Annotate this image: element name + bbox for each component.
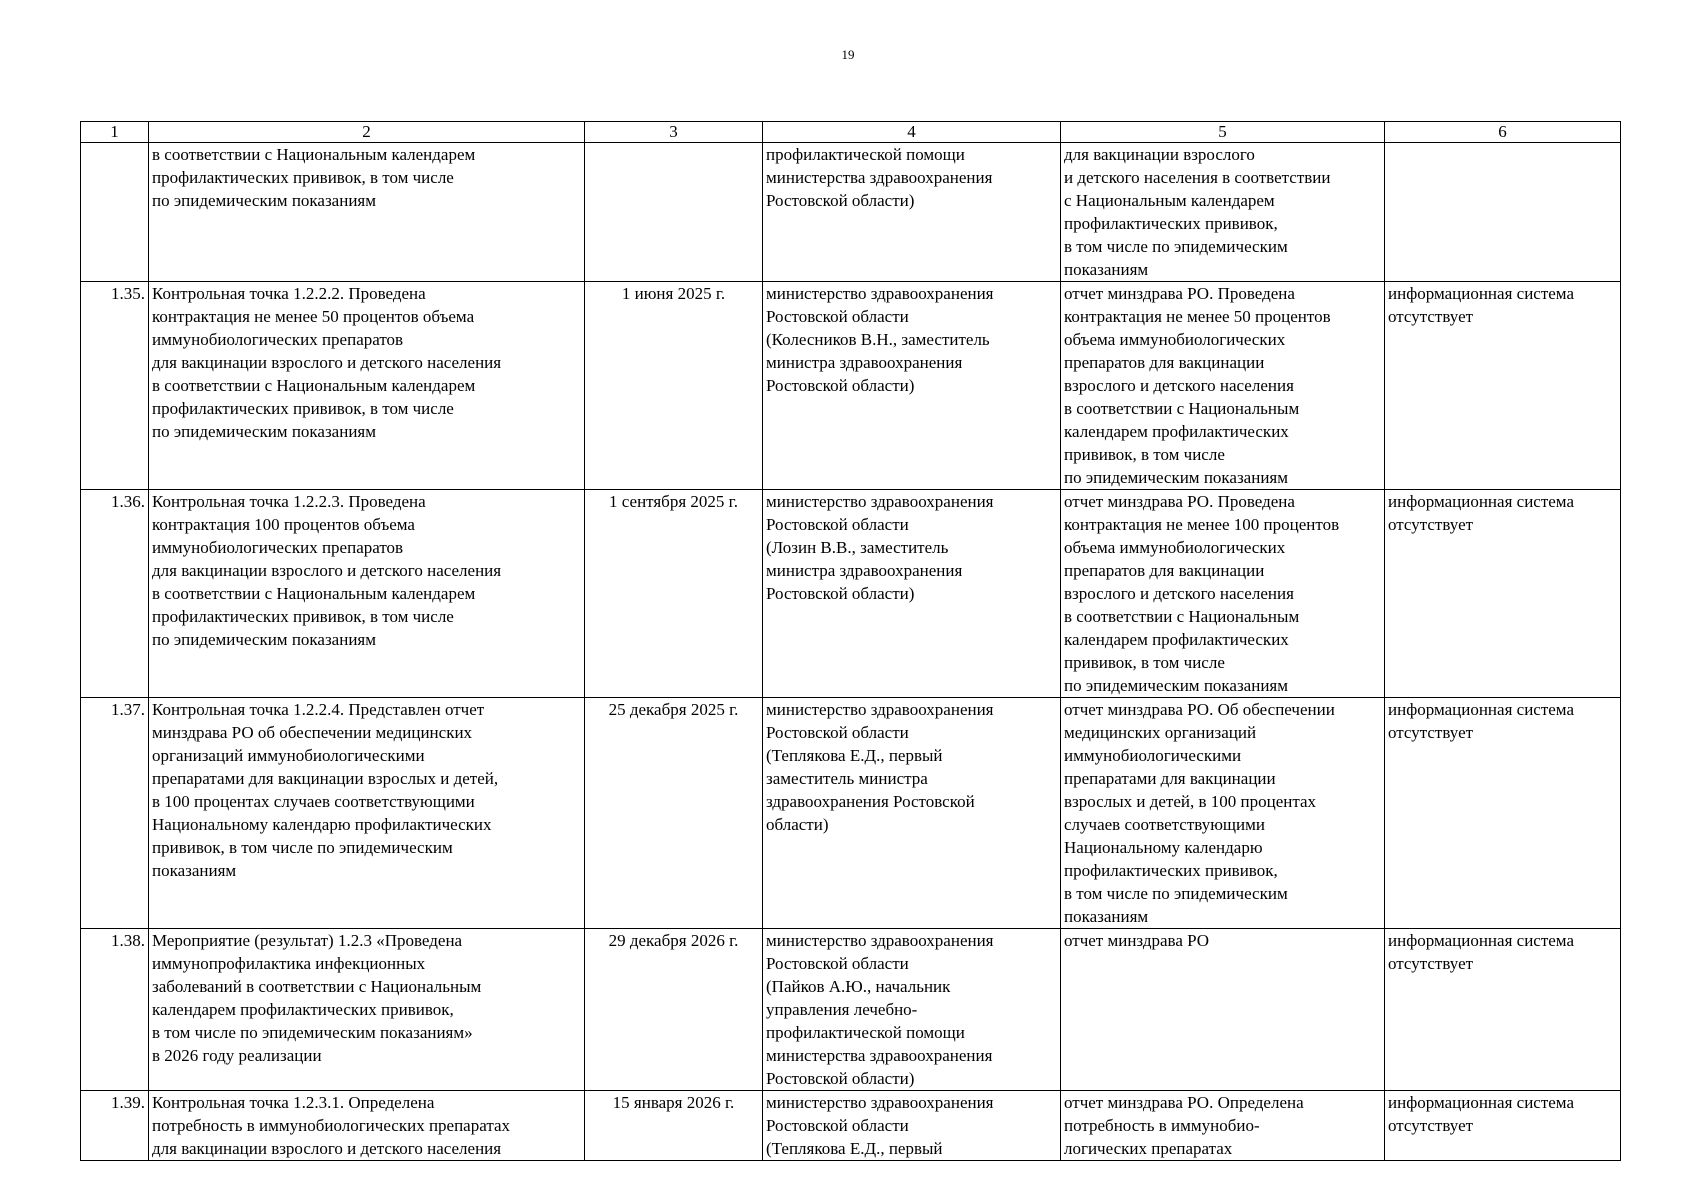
row-document: отчет минздрава РО [1061,929,1385,1091]
row-responsible: министерство здравоохранения Ростовской области (Пайков А.Ю., начальник управления лечебно- профилактической помощи министерства здравоохранения Ростовской области) [763,929,1061,1091]
row-number: 1.35. [81,282,149,490]
table-row [81,490,1621,698]
table-row [81,929,1621,1091]
table-row [81,143,1621,282]
row-responsible: профилактической помощи министерства здравоохранения Ростовской области) [763,143,1061,282]
header-col-1: 1 [81,122,149,143]
page-number: 19 [841,47,855,62]
row-document: отчет минздрава РО. Об обеспечении медицинских организаций иммунобиологическими препаратами для вакцинации взрослых и детей, в 100 процентах случаев соответствующими Национальному календарю профилактических прививок, в том числе по эпидемическим показаниям [1061,698,1385,929]
header-col-6: 6 [1385,122,1621,143]
row-number: 1.39. [81,1091,149,1161]
table-row [81,698,1621,929]
row-system: информационная система отсутствует [1385,490,1621,698]
header-row [81,122,1621,143]
row-description: Контрольная точка 1.2.2.4. Представлен отчет минздрава РО об обеспечении медицинских организаций иммунобиологическими препаратами для вакцинации взрослых и детей, в 100 процентах случаев соответствующими Национальному календарю профилактических прививок, в том числе по эпидемическим показаниям [149,698,585,929]
row-number: 1.36. [81,490,149,698]
header-col-3: 3 [585,122,763,143]
row-number [81,143,149,282]
row-deadline: 1 июня 2025 г. [585,282,763,490]
row-responsible: министерство здравоохранения Ростовской области (Теплякова Е.Д., первый заместитель министра здравоохранения Ростовской области) [763,698,1061,929]
row-document: отчет минздрава РО. Определена потребность в иммунобио- логических препаратах [1061,1091,1385,1161]
row-responsible: министерство здравоохранения Ростовской области (Лозин В.В., заместитель министра здравоохранения Ростовской области) [763,490,1061,698]
row-number: 1.38. [81,929,149,1091]
row-document: для вакцинации взрослого и детского населения в соответствии с Национальным календарем профилактических прививок, в том числе по эпидемическим показаниям [1061,143,1385,282]
row-system [1385,143,1621,282]
row-system: информационная система отсутствует [1385,1091,1621,1161]
header-col-5: 5 [1061,122,1385,143]
table-row [81,1091,1621,1161]
row-deadline: 29 декабря 2026 г. [585,929,763,1091]
row-number: 1.37. [81,698,149,929]
header-col-4: 4 [763,122,1061,143]
row-deadline: 15 января 2026 г. [585,1091,763,1161]
row-document: отчет минздрава РО. Проведена контрактация не менее 100 процентов объема иммунобиологических препаратов для вакцинации взрослого и детского населения в соответствии с Национальным календарем профилактических прививок, в том числе по эпидемическим показаниям [1061,490,1385,698]
row-description: Контрольная точка 1.2.3.1. Определена потребность в иммунобиологических препаратах для вакцинации взрослого и детского населения [149,1091,585,1161]
row-description: Контрольная точка 1.2.2.2. Проведена контрактация не менее 50 процентов объема иммунобиологических препаратов для вакцинации взрослого и детского населения в соответствии с Национальным календарем профилактических прививок, в том числе по эпидемическим показаниям [149,282,585,490]
row-description: Мероприятие (результат) 1.2.3 «Проведена иммунопрофилактика инфекционных заболеваний в соответствии с Национальным календарем профилактических прививок, в том числе по эпидемическим показаниям» в 2026 году реализации [149,929,585,1091]
row-system: информационная система отсутствует [1385,698,1621,929]
plan-table [80,121,1621,1161]
row-document: отчет минздрава РО. Проведена контрактация не менее 50 процентов объема иммунобиологических препаратов для вакцинации взрослого и детского населения в соответствии с Национальным календарем профилактических прививок, в том числе по эпидемическим показаниям [1061,282,1385,490]
row-deadline: 25 декабря 2025 г. [585,698,763,929]
row-responsible: министерство здравоохранения Ростовской области (Колесников В.Н., заместитель министра здравоохранения Ростовской области) [763,282,1061,490]
row-responsible: министерство здравоохранения Ростовской области (Теплякова Е.Д., первый [763,1091,1061,1161]
row-system: информационная система отсутствует [1385,282,1621,490]
table-row [81,282,1621,490]
row-description: Контрольная точка 1.2.2.3. Проведена контрактация 100 процентов объема иммунобиологических препаратов для вакцинации взрослого и детского населения в соответствии с Национальным календарем профилактических прививок, в том числе по эпидемическим показаниям [149,490,585,698]
row-deadline [585,143,763,282]
row-description: в соответствии с Национальным календарем профилактических прививок, в том числе по эпидемическим показаниям [149,143,585,282]
row-system: информационная система отсутствует [1385,929,1621,1091]
header-col-2: 2 [149,122,585,143]
row-deadline: 1 сентября 2025 г. [585,490,763,698]
